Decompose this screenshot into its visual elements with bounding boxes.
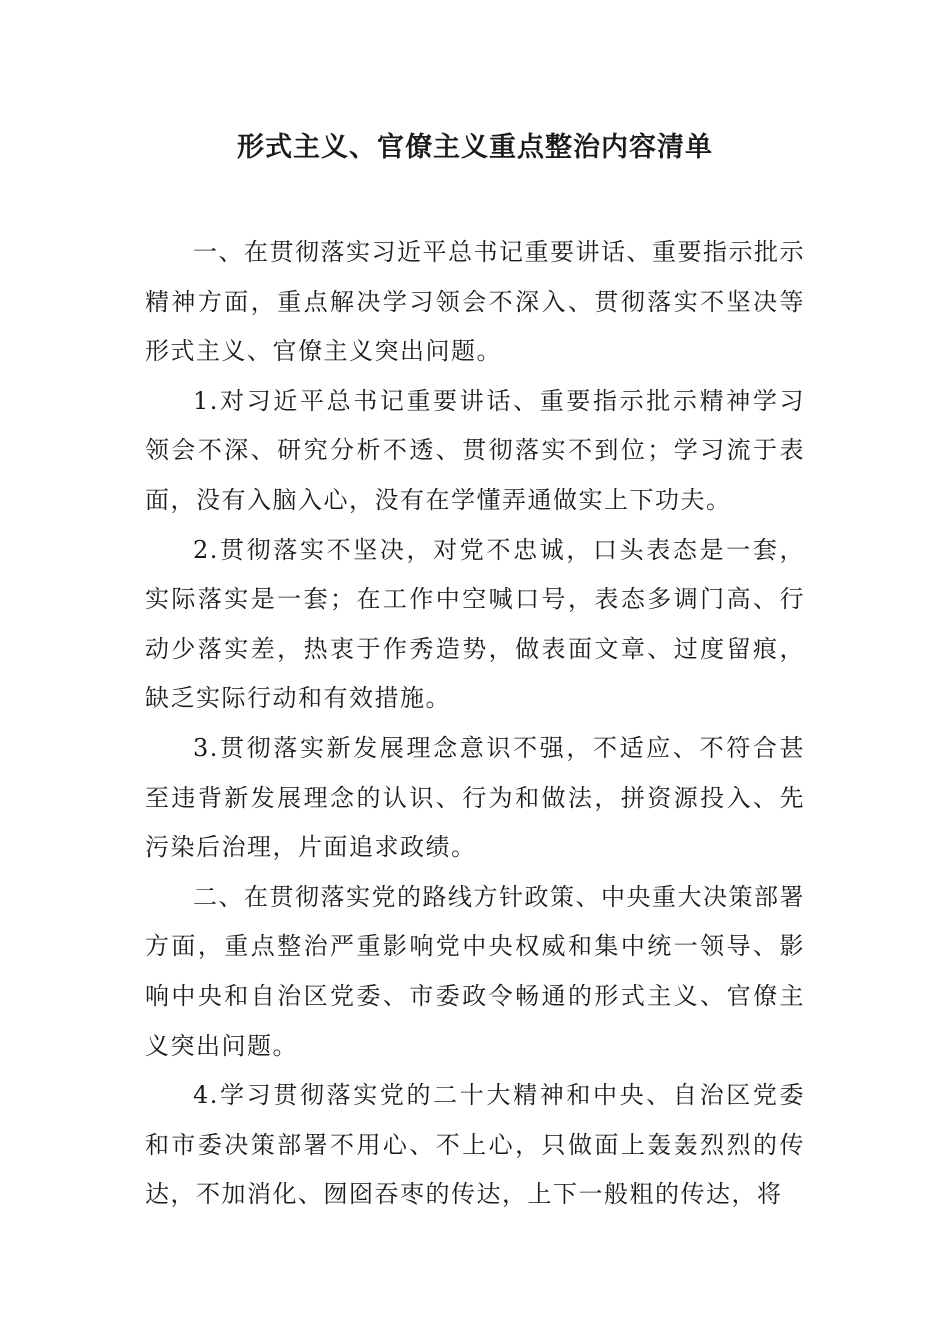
document-title: 形式主义、官僚主义重点整治内容清单 <box>237 132 713 163</box>
paragraph-item-3: 3.贯彻落实新发展理念意识不强，不适应、不符合甚至违背新发展理念的认识、行为和做法，拼资源投入、先污染后治理，片面追求政绩。 <box>145 733 805 862</box>
paragraph-section-one: 一、在贯彻落实习近平总书记重要讲话、重要指示批示精神方面，重点解决学习领会不深入、贯彻落实不坚决等形式主义、官僚主义突出问题。 <box>145 238 805 366</box>
paragraph-section-two: 二、在贯彻落实党的路线方针政策、中央重大决策部署方面，重点整治严重影响党中央权威和集中统一领导、影响中央和自治区党委、市委政令畅通的形式主义、官僚主义突出问题。 <box>145 882 805 1060</box>
paragraph-item-4: 4.学习贯彻落实党的二十大精神和中央、自治区党委和市委决策部署不用心、不上心，只做面上轰轰烈烈的传达，不加消化、囫囵吞枣的传达，上下一般粗的传达，将 <box>145 1081 805 1209</box>
paragraph-item-1: 1.对习近平总书记重要讲话、重要指示批示精神学习领会不深、研究分析不透、贯彻落实不到位；学习流于表面，没有入脑入心，没有在学懂弄通做实上下功夫。 <box>145 386 805 514</box>
document-body <box>145 228 805 1220</box>
paragraph-item-2: 2.贯彻落实不坚决，对党不忠诚，口头表态是一套，实际落实是一套；在工作中空喊口号，表态多调门高、行动少落实差，热衷于作秀造势，做表面文章、过度留痕，缺乏实际行动和有效措施。 <box>145 535 805 713</box>
